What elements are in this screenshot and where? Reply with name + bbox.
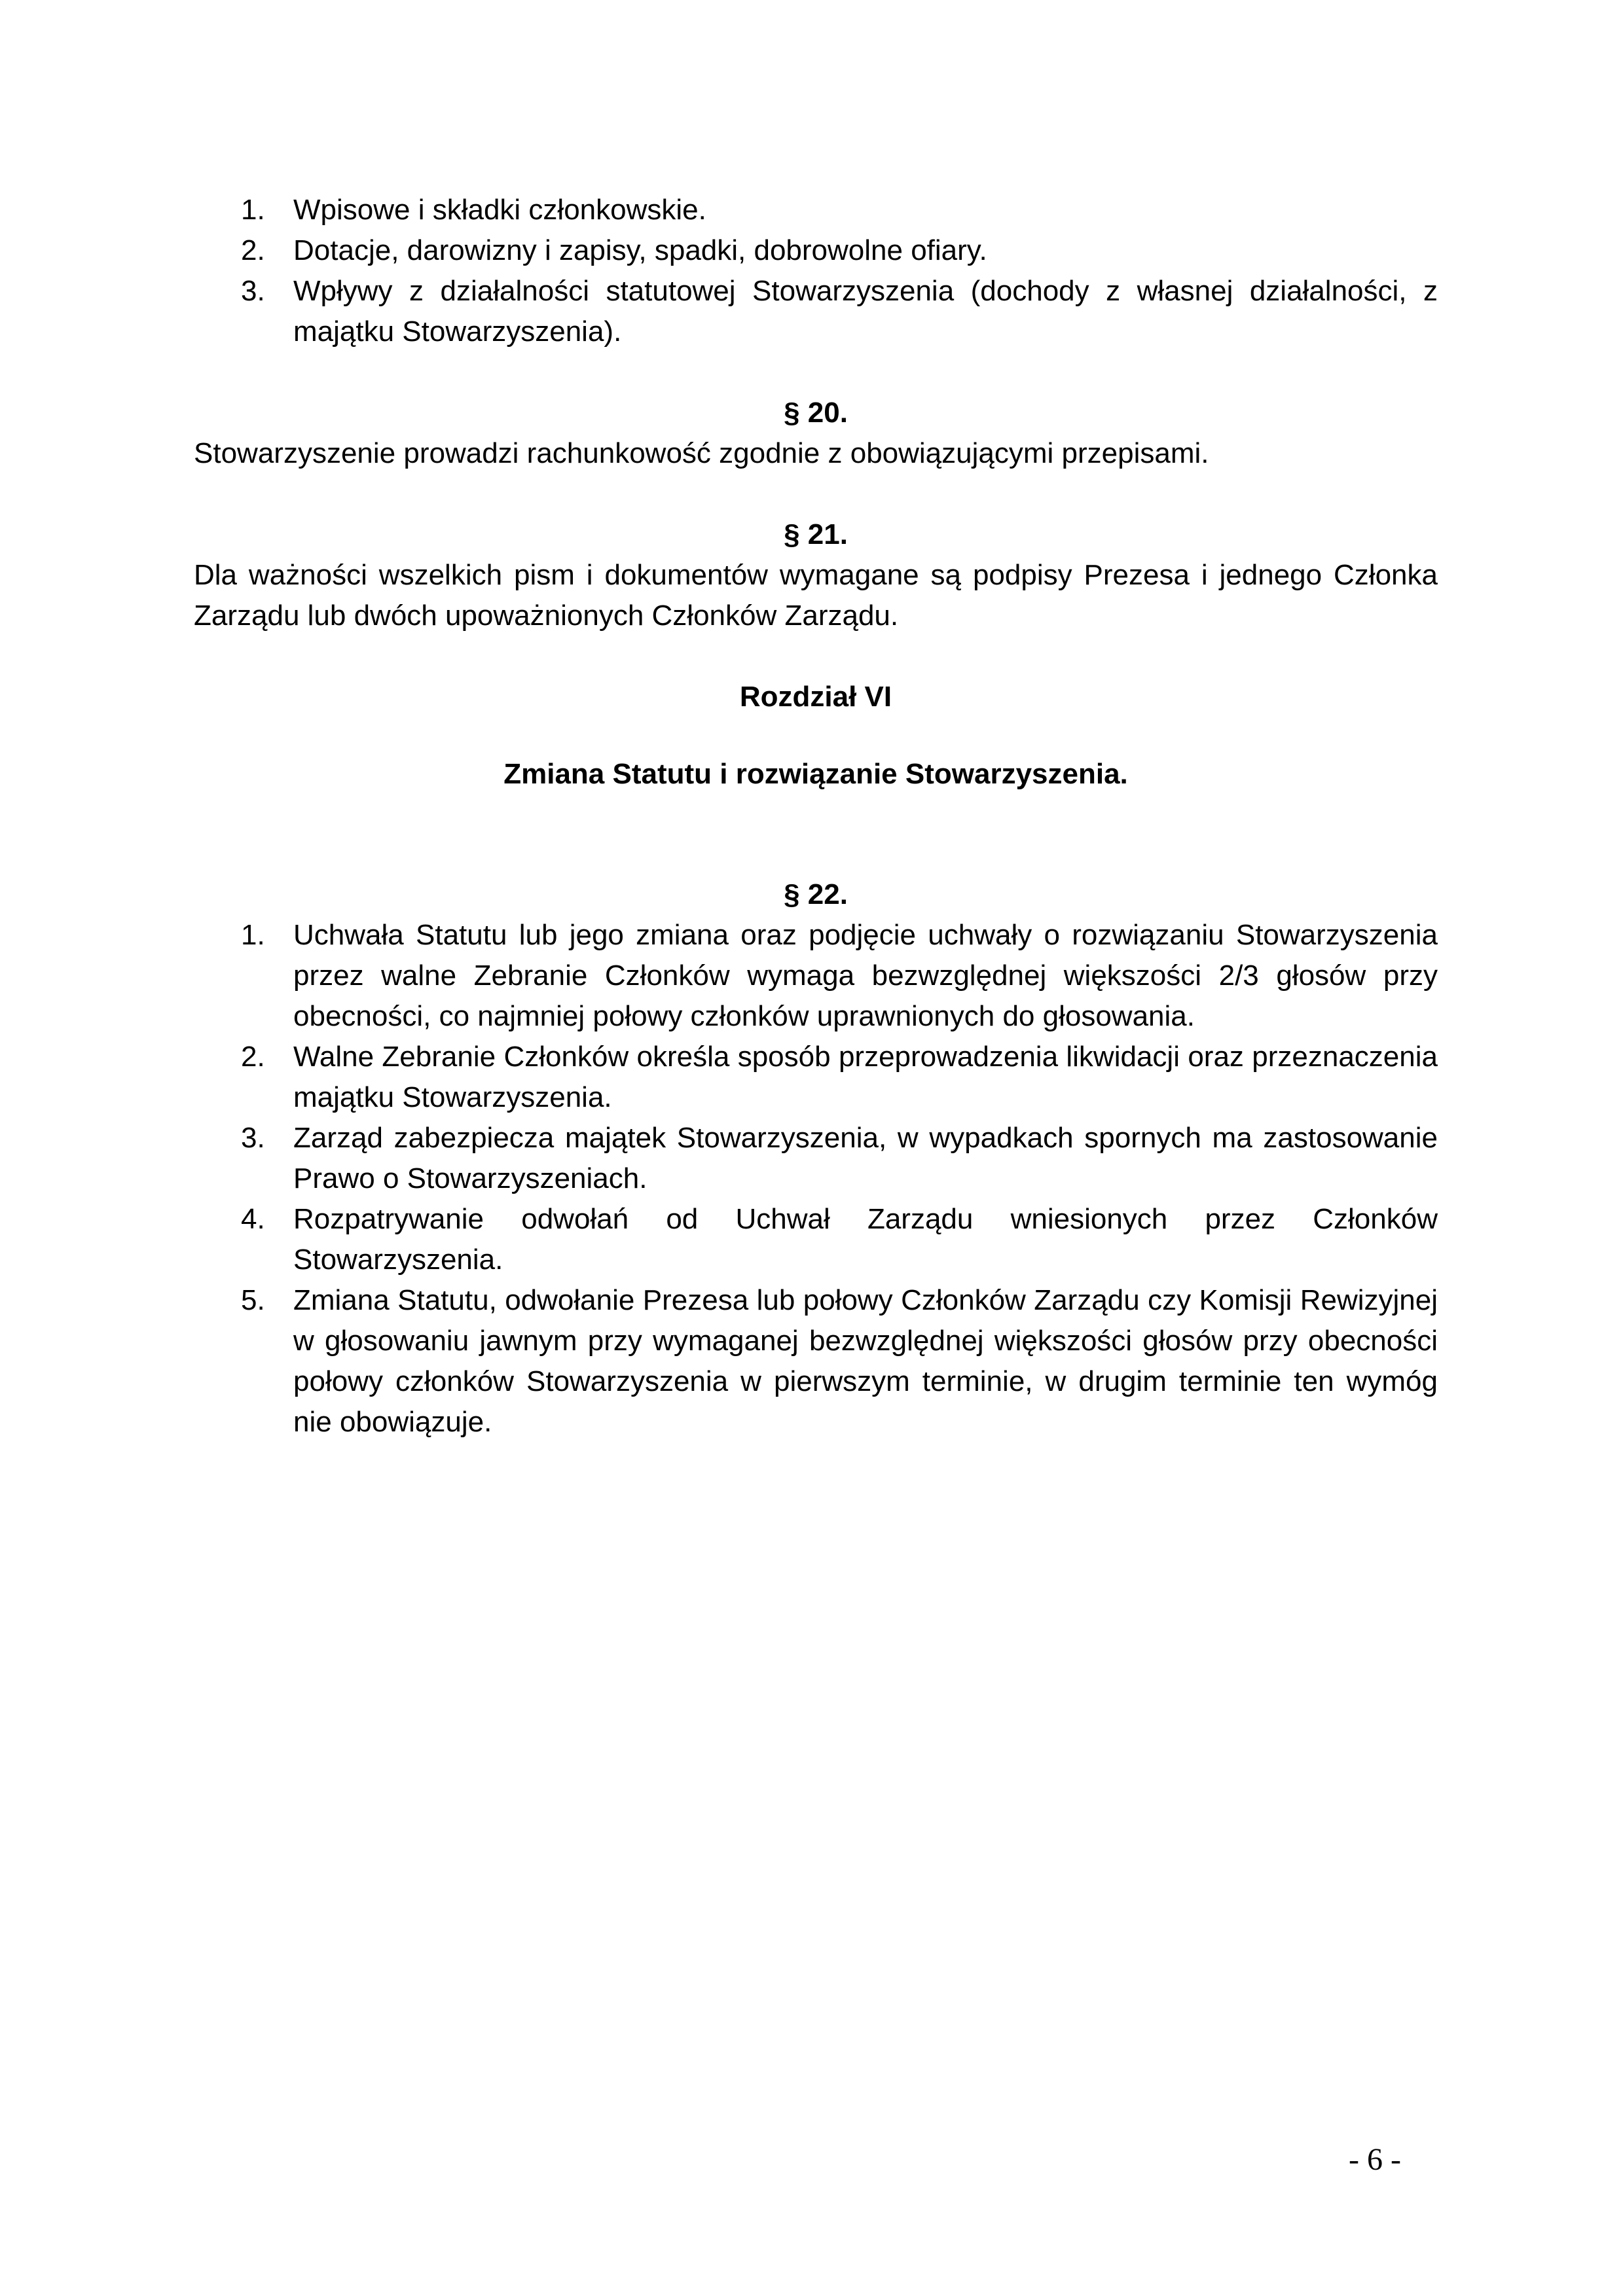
income-sources-list <box>194 190 1438 352</box>
list-item-text: Dotacje, darowizny i zapisy, spadki, dobrowolne ofiary. <box>293 234 987 266</box>
list-item <box>194 1037 1438 1118</box>
chapter-title: Rozdział VI <box>739 681 892 713</box>
list-item-text: Wpisowe i składki członkowskie. <box>293 194 706 226</box>
list-item-text: Walne Zebranie Członków określa sposób przeprowadzenia likwidacji oraz przeznaczenia majątku Stowarzyszenia. <box>293 1041 1438 1113</box>
list-item <box>194 1280 1438 1443</box>
paragraph-21-heading: § 21. <box>784 518 848 550</box>
paragraph-21-text: Dla ważności wszelkich pism i dokumentów wymagane są podpisy Prezesa i jednego Członka Zarządu lub dwóch upoważnionych Członków Zarządu. <box>194 559 1438 632</box>
page-number: - 6 - <box>1349 2142 1401 2177</box>
list-item <box>194 915 1438 1037</box>
paragraph-20-heading: § 20. <box>784 397 848 429</box>
list-item-text: Zmiana Statutu, odwołanie Prezesa lub połowy Członków Zarządu czy Komisji Rewizyjnej w głosowaniu jawnym przy wymaganej bezwzględnej większości głosów przy obecności połowy członków Stowarzyszenia w pierwszym terminie, w drugim terminie ten wymóg nie obowiązuje. <box>293 1284 1438 1438</box>
paragraph-20-text: Stowarzyszenie prowadzi rachunkowość zgodnie z obowiązującymi przepisami. <box>194 437 1209 469</box>
list-item-number: 3. <box>241 1122 265 1154</box>
list-item-number: 2. <box>241 1041 265 1073</box>
list-item-number: 2. <box>241 234 265 266</box>
list-item-text: Uchwała Statutu lub jego zmiana oraz podjęcie uchwały o rozwiązaniu Stowarzyszenia przez walne Zebranie Członków wymaga bezwzględnej większości 2/3 głosów przy obecności, co najmniej połowy członków uprawnionych do głosowania. <box>293 919 1438 1032</box>
list-item <box>194 271 1438 352</box>
list-item-number: 3. <box>241 275 265 307</box>
list-item <box>194 1118 1438 1199</box>
list-item <box>194 1199 1438 1280</box>
list-item <box>194 190 1438 230</box>
list-item <box>194 230 1438 271</box>
document-page <box>194 190 1438 1443</box>
paragraph-22-heading: § 22. <box>784 878 848 910</box>
list-item-number: 1. <box>241 194 265 226</box>
list-item-text: Rozpatrywanie odwołań od Uchwał Zarządu wniesionych przez Członków Stowarzyszenia. <box>293 1203 1438 1276</box>
list-item-text: Zarząd zabezpiecza majątek Stowarzyszenia, w wypadkach spornych ma zastosowanie Prawo o Stowarzyszeniach. <box>293 1122 1438 1194</box>
paragraph-22-list <box>194 915 1438 1443</box>
list-item-number: 5. <box>241 1284 265 1316</box>
chapter-subtitle: Zmiana Statutu i rozwiązanie Stowarzyszenia. <box>503 758 1128 790</box>
list-item-text: Wpływy z działalności statutowej Stowarzyszenia (dochody z własnej działalności, z majątku Stowarzyszenia). <box>293 275 1438 348</box>
list-item-number: 4. <box>241 1203 265 1235</box>
list-item-number: 1. <box>241 919 265 951</box>
